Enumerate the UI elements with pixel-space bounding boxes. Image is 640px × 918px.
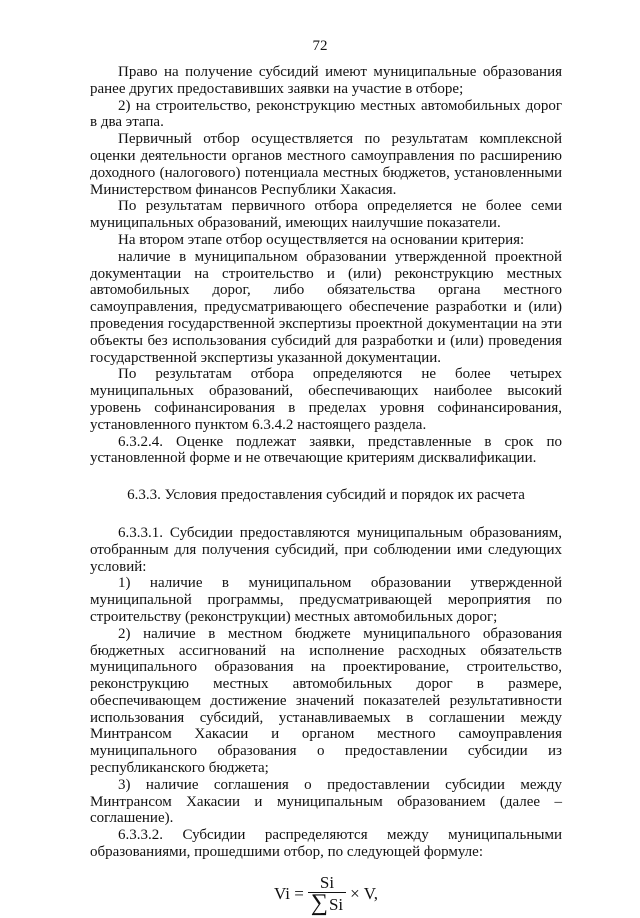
- paragraph: 1) наличие в муниципальном образовании утвержденной муниципальной программы, предусматривающей мероприятия по строительству (реконструкции) местных автомобильных дорог;: [90, 575, 562, 625]
- paragraph: 6.3.3.2. Субсидии распределяются между муниципальными образованиями, прошедшими отбор, по следующей формуле:: [90, 827, 562, 861]
- paragraph: 2) на строительство, реконструкцию местных автомобильных дорог в два этапа.: [90, 97, 562, 131]
- paragraph: 2) наличие в местном бюджете муниципального образования бюджетных ассигнований на исполнение расходных обязательств муниципального образования на проектирование, строительство, реконструкцию местных автомобильных дорог в размере, обеспечивающем достижение значений показателей результативности использования субсидий, устанавливаемых в соглашении между Минтрансом Хакасии и органом местного самоуправления муниципального образования о предоставлении субсидии из республиканского бюджета;: [90, 625, 562, 777]
- paragraph: наличие в муниципальном образовании утвержденной проектной документации на строительство и (или) реконструкцию местных автомобильных дорог, либо обязательства органа местного самоуправления, предусматривающего обеспечение разработки и (или) проведения государственной экспертизы проектной документации на эти объекты без использования субсидий для разработки и (или) проведения государственной экспертизы указанной документации.: [90, 248, 562, 366]
- formula-rhs: V,: [363, 883, 379, 903]
- formula-denominator: [308, 889, 346, 916]
- formula-numerator: Si: [319, 872, 335, 892]
- formula-times: ×: [350, 883, 360, 903]
- page-number: 72: [312, 38, 328, 54]
- paragraph: На втором этапе отбор осуществляется на основании критерия:: [118, 231, 525, 248]
- paragraph: По результатам первичного отбора определяется не более семи муниципальных образований, имеющих наилучшие показатели.: [90, 198, 562, 232]
- paragraph: Право на получение субсидий имеют муниципальные образования ранее других предоставивших заявки на участие в отборе;: [90, 64, 562, 97]
- distribution-formula: [90, 870, 562, 918]
- document-body: [90, 64, 562, 918]
- paragraph: 6.3.3.1. Субсидии предоставляются муниципальным образованиям, отобранным для получения субсидий, при соблюдении ими следующих условий:: [90, 524, 562, 575]
- section-heading: 6.3.3. Условия предоставления субсидий и порядок их расчета: [127, 487, 525, 504]
- paragraph: 6.3.2.4. Оценке подлежат заявки, представленные в срок по установленной форме и не отвечающие критериям дисквалификации.: [90, 433, 562, 467]
- formula-denominator-term: Si: [328, 894, 344, 914]
- formula-lhs: Vi =: [274, 883, 304, 903]
- paragraph: По результатам отбора определяются не более четырех муниципальных образований, обеспечивающих наиболее высокий уровень софинансирования в пределах уровня софинансирования, установленного пунктом 6.3.4.2 настоящего раздела.: [90, 366, 562, 433]
- paragraph: Первичный отбор осуществляется по результатам комплексной оценки деятельности органов местного самоуправления по расширению доходного (налогового) потенциала местных бюджетов, установленными Министерством финансов Республики Хакасия.: [90, 131, 562, 198]
- paragraph: 3) наличие соглашения о предоставлении субсидии между Минтрансом Хакасии и муниципальным образованием (далее – соглашение).: [90, 776, 562, 827]
- sigma-symbol: ∑: [310, 889, 328, 916]
- formula-fraction: [308, 874, 346, 915]
